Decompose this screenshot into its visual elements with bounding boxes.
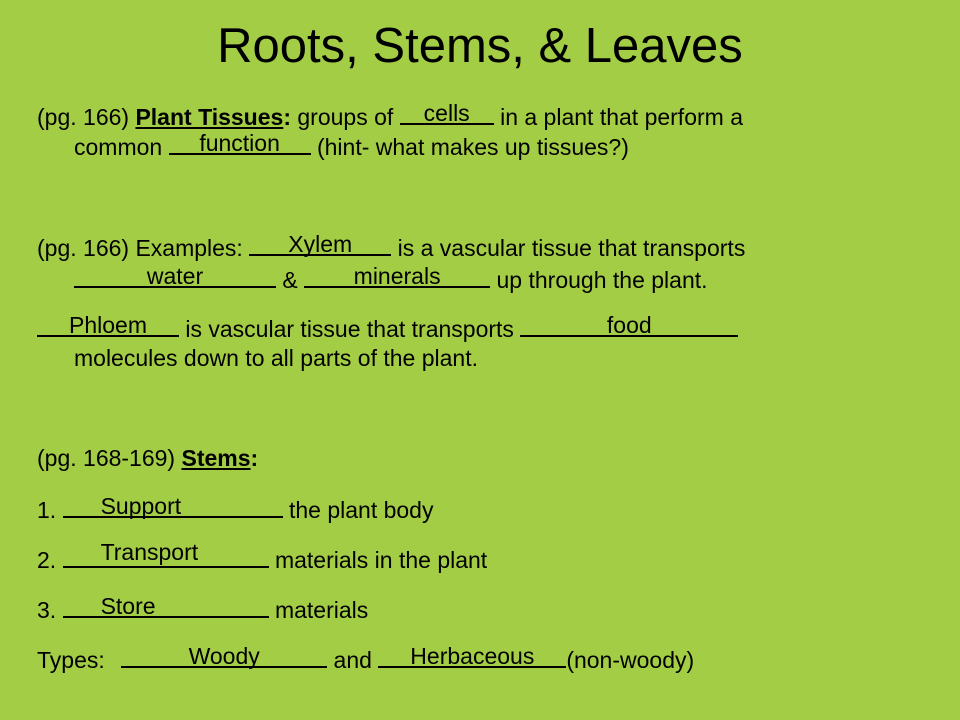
item-text: the plant body [282,497,434,523]
stems-item-1 [37,494,433,524]
answer-function: function [199,130,280,156]
blank-xylem [249,232,391,256]
stems-item-2 [37,539,488,574]
answer-woody: Woody [188,643,260,669]
blank-minerals [304,264,490,288]
answer-minerals: minerals [353,263,441,289]
examples-line-4 [74,344,478,372]
tissues-text: common [74,134,169,160]
examples-text: is a vascular tissue that transports [391,235,746,261]
tissues-text: in a plant that perform a [493,104,743,130]
heading-colon: : [283,104,291,130]
blank-food [520,313,738,337]
page-ref: (pg. 168-169) [37,445,182,471]
non-woody-text: (non-woody) [566,647,695,673]
blank-transport [63,539,269,568]
blank-woody [121,644,327,668]
blank-store [63,594,269,618]
examples-text: up through the plant. [490,267,708,293]
tissues-hint: (hint- what makes up tissues?) [310,134,629,160]
slide-title: Roots, Stems, & Leaves [217,19,743,73]
blank-function [169,131,311,155]
examples-text: is vascular tissue that transports [179,316,521,342]
types-label: Types: [37,647,112,673]
answer-cells: cells [423,100,470,126]
examples-text: molecules down to all parts of the plant. [74,345,479,371]
examples-line-3 [37,313,738,343]
ampersand: & [276,267,305,293]
and-text: and [327,647,379,673]
page-ref: (pg. 166) Examples: [37,235,250,261]
answer-food: food [606,312,652,338]
stems-heading-line [37,444,258,472]
stems-types [37,644,694,674]
examples-line-1 [37,232,745,262]
answer-xylem: Xylem [288,231,353,257]
page-ref: (pg. 166) [37,104,136,130]
tissues-line-1 [37,101,743,131]
blank-support [63,494,283,518]
blank-herbaceous [378,644,566,668]
blank-cells [400,101,494,125]
answer-phloem: Phloem [69,312,147,338]
stems-heading: Stems [181,445,251,471]
answer-transport: Transport [100,539,199,565]
answer-support: Support [100,493,182,519]
item-number: 2. [37,547,63,573]
examples-line-2 [74,264,708,294]
item-number: 3. [37,597,63,623]
tissues-line-2 [74,131,629,161]
answer-store: Store [100,593,156,619]
item-text: materials [268,597,369,623]
item-text: materials in the plant [268,547,488,573]
stems-item-3 [37,594,368,624]
answer-herbaceous: Herbaceous [410,643,535,669]
answer-water: water [146,263,204,289]
blank-water [74,264,276,288]
item-number: 1. [37,497,63,523]
blank-phloem [37,313,179,337]
plant-tissues-heading: Plant Tissues [135,104,284,130]
tissues-text: groups of [291,104,400,130]
heading-colon: : [250,445,259,471]
